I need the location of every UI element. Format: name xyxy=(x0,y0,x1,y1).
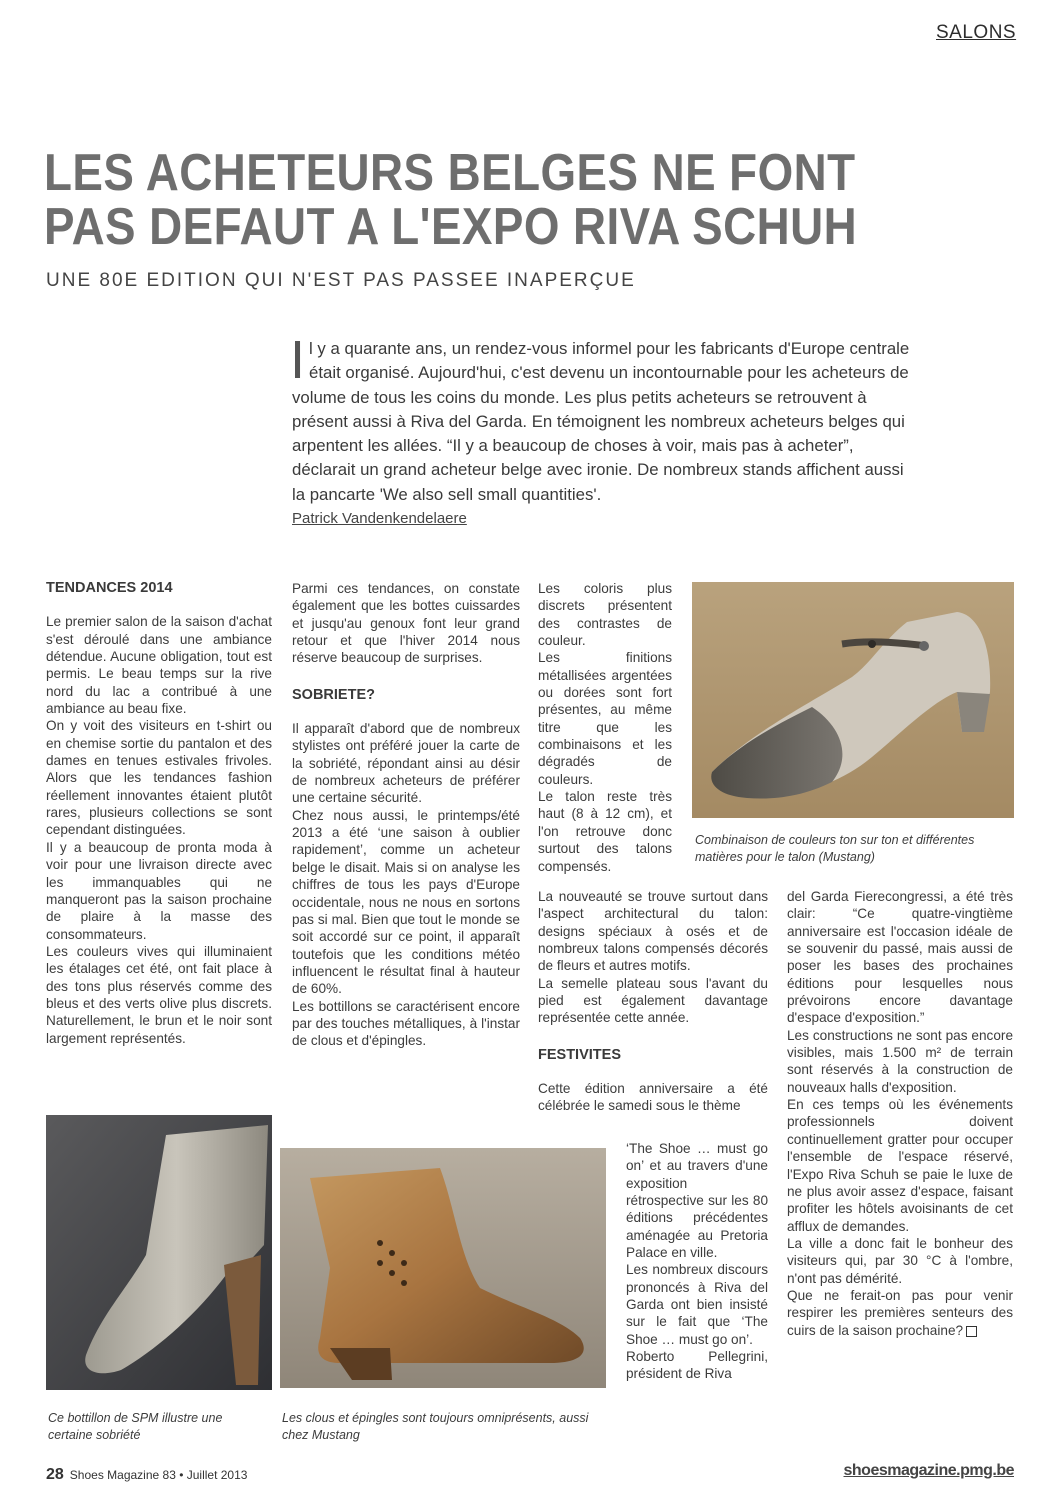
author-byline: Patrick Vandenkendelaere xyxy=(292,510,467,527)
paragraph: Les constructions ne sont pas encore visibles, mais 1.500 m² de terrain sont réservés à la construction de nouveaux halls d'exposition. xyxy=(787,1027,1013,1095)
photo-mustang-shoe xyxy=(692,582,1014,818)
website-link[interactable]: shoesmagazine.pmg.be xyxy=(843,1462,1014,1479)
paragraph: Le talon reste très haut (8 à 12 cm), et l'on retrouve donc surtout des talons compensés. xyxy=(538,789,672,874)
paragraph: Les couleurs vives qui illuminaient les étalages cet été, ont fait place à des tons plus réservés comme des bleus et des verts olive plus discrets. Naturellement, le brun et le noir sont largement représentés. xyxy=(46,943,272,1046)
paragraph xyxy=(787,1287,1013,1339)
paragraph: La ville a donc fait le bonheur des visiteurs qui, par 30 °C à l'ombre, n'ont pas démérité. xyxy=(787,1235,1013,1286)
caption-mustang-shoe: Combinaison de couleurs ton sur ton et différentes matières pour le talon (Mustang) xyxy=(695,833,975,864)
paragraph: Roberto Pellegrini, président de Riva xyxy=(626,1349,768,1382)
column-1 xyxy=(46,580,272,1047)
paragraph: Le premier salon de la saison d'achat s'est déroulé dans une ambiance détendue. Aucune obligation, tout est permis. Le beau temps sur la rive nord du lac a contribué à une ambiance au beau fixe. xyxy=(46,614,272,717)
paragraph: ‘The Shoe … must go on’ et au travers d'une exposition rétrospective sur les 80 éditions précédentes aménagée au Pretoria Palace en ville. xyxy=(626,1141,768,1261)
paragraph: Les bottillons se caractérisent encore par des touches métalliques, à l'instar de clous et d'épingles. xyxy=(292,998,520,1049)
paragraph-text: Que ne ferait-on pas pour venir respirer les premières senteurs des cuirs de la saison prochaine? xyxy=(787,1287,1013,1338)
article-title xyxy=(44,146,889,254)
column-3-upper xyxy=(538,580,672,875)
column-3-narrow xyxy=(626,1140,768,1383)
paragraph: del Garda Fierecongressi, a été très clair: “Ce quatre-vingtième anniversaire est l'occasion idéale de se souvenir du passé, mais aussi de poser les bases des prochaines éditions pour lesquelles nous prévoirons encore davantage d'espace d'exposition.” xyxy=(787,889,1013,1026)
column-3-lower xyxy=(538,888,768,1115)
caption-spm-boot: Ce bottillon de SPM illustre une certaine sobriété xyxy=(48,1411,223,1442)
paragraph: La nouveauté se trouve surtout dans l'aspect architectural du talon: designs spéciaux à osés et de nombreux talons compensés décorés de fleurs et autres motifs. xyxy=(538,889,768,974)
end-mark-icon xyxy=(966,1326,977,1337)
caption-gold-boot: Les clous et épingles sont toujours omniprésents, aussi chez Mustang xyxy=(282,1411,589,1442)
heading-sobriete: SOBRIETE? xyxy=(292,686,375,703)
gold-boot-image xyxy=(280,1148,606,1388)
photo-spm-boot xyxy=(46,1115,272,1390)
paragraph: Parmi ces tendances, on constate également que les bottes cuissardes et jusqu'au genoux font leur grand retour et que l'hiver 2014 nous réserve beaucoup de surprises. xyxy=(292,581,520,666)
paragraph: La semelle plateau sous l'avant du pied est également davantage représentée cette année. xyxy=(538,975,768,1026)
drop-cap: I xyxy=(290,330,306,390)
paragraph: On y voit des visiteurs en t-shirt ou en chemise sortie du pantalon et des dames en tenues estivales frivoles. Alors que les tendances fashion réellement innovantes étaient plutôt rares, plusieurs collections se sont cependant distinguées. xyxy=(46,718,272,838)
article-subtitle: UNE 80E EDITION QUI N'EST PAS PASSEE INAPERÇUE xyxy=(46,270,636,291)
spm-boot-image xyxy=(46,1115,272,1390)
paragraph: Chez nous aussi, le printemps/été 2013 a été ‘une saison à oublier rapidement’, comme un acheteur belge le disait. Mais si on analyse les chiffres de tous les pays d'Europe occidentale, nous ne nous en sortons pas si mal. Bien que tout le monde se soit accordé sur ce point, il apparaît toutefois que les conditions météo influencent le résultat final à hauteur de 60%. xyxy=(292,807,520,997)
heading-tendances: TENDANCES 2014 xyxy=(46,580,173,596)
mustang-shoe-image xyxy=(692,582,1014,818)
paragraph: Les nombreux discours prononcés à Riva del Garda ont bien insisté sur le fait que ‘The Shoe … must go on’. xyxy=(626,1262,768,1347)
paragraph: Cette édition anniversaire a été célébrée le samedi sous le thème xyxy=(538,1081,768,1114)
paragraph: En ces temps où les événements professionnels doivent continuellement gratter pour occuper l'ensemble de l'espace réservé, l'Expo Riva Schuh se paie le luxe de ne plus avoir assez d'espace, faisant profiter les hôtels avoisinants de cet afflux de demandes. xyxy=(787,1097,1013,1234)
photo-gold-boot xyxy=(280,1148,606,1388)
paragraph: Il apparaît d'abord que de nombreux stylistes ont préféré jouer la carte de la sobriété, répondant ainsi au désir de nombreux acheteurs de préférer une certaine sécurité. xyxy=(292,721,520,806)
lead-text: l y a quarante ans, un rendez-vous informel pour les fabricants d'Europe centrale était organisé. Aujourd'hui, c'est devenu un incontournable pour les acheteurs de volume de tous les coins du monde. Les plus petits acheteurs se retrouvent à présent aussi à Riva del Garda. En témoignent les nombreux acheteurs belges qui arpentent les allées. “Il y a beaucoup de choses à voir, mais pas à acheter”, déclarait un grand acheteur belge avec ironie. De nombreux stands affichent aussi la pancarte 'We also sell small quantities'. xyxy=(292,339,910,504)
column-4 xyxy=(787,888,1013,1339)
paragraph: Les coloris plus discrets présentent des contrastes de couleur. xyxy=(538,581,672,649)
column-2 xyxy=(292,580,520,1050)
page-number: 28 xyxy=(46,1466,64,1483)
paragraph: Il y a beaucoup de pronta moda à voir pour une livraison directe avec les immanquables qui ne manqueront pas la saison prochaine de plaire à la masse des consommateurs. xyxy=(46,839,272,942)
issue-info: Shoes Magazine 83 • Juillet 2013 xyxy=(69,1468,248,1482)
title-line-1: LES ACHETEURS BELGES NE FONT xyxy=(44,144,856,202)
lead-paragraph xyxy=(290,330,912,507)
heading-festivites: FESTIVITES xyxy=(538,1046,621,1063)
title-line-2: PAS DEFAUT A L'EXPO RIVA SCHUH xyxy=(44,198,858,256)
section-tag: SALONS xyxy=(936,22,1017,43)
paragraph: Les finitions métallisées argentées ou dorées sont fort présentes, au même titre que les combinaisons et les dégradés de couleurs. xyxy=(538,650,672,787)
footer-left xyxy=(46,1466,247,1484)
